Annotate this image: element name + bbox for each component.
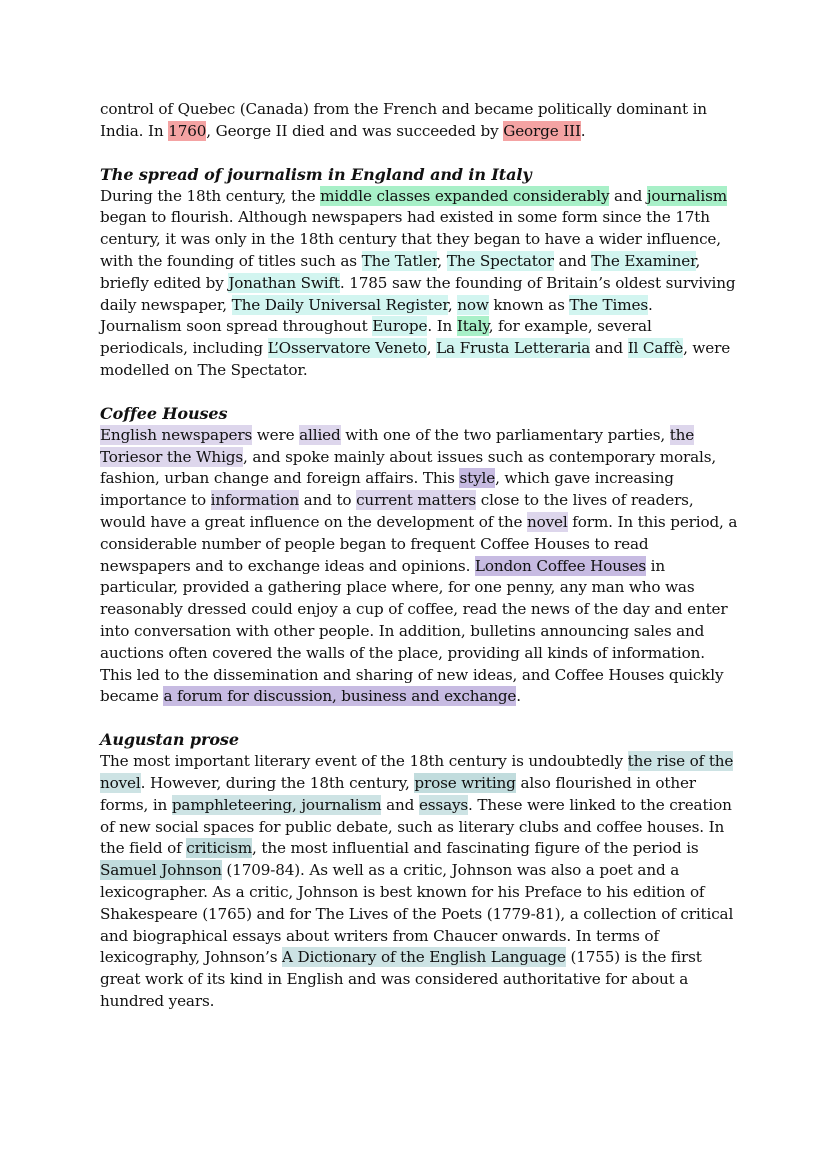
highlighted-text: The Examiner (591, 251, 696, 270)
body-text: and to (298, 491, 357, 510)
highlighted-text: now (457, 295, 489, 314)
highlighted-text: A Dictionary of the English Language (282, 948, 566, 967)
body-text: were (252, 425, 300, 444)
body-text: , which gave increasing importance to (100, 469, 674, 510)
highlighted-text: pamphleteering, journalism (171, 795, 382, 814)
highlighted-text: Jonathan Swift (228, 273, 340, 292)
section-heading: Augustan prose (100, 730, 239, 750)
highlighted-text: Samuel Johnson (100, 861, 222, 880)
highlighted-text: journalism (646, 186, 727, 205)
highlighted-text: allied (299, 425, 341, 444)
highlighted-text: The Daily Universal Register (231, 295, 448, 314)
highlighted-text: The Tatler (361, 251, 438, 270)
highlighted-text: prose writing (414, 773, 516, 792)
highlighted-text: style (459, 469, 496, 488)
body-text: , were modelled on The Spectator. (100, 339, 731, 379)
body-text: . However, during the 18th century, (140, 773, 415, 792)
section-heading: The spread of journalism in England and in Italy (100, 164, 532, 184)
intro-paragraph (100, 99, 738, 143)
body-text: form. In this period, a considerable number of people began to frequent Coffee Houses to read newspapers and to exchange ideas and opinions. (100, 512, 738, 575)
highlighted-text: novel (527, 512, 568, 531)
body-text: , briefly edited by (100, 251, 701, 292)
section-paragraph (100, 425, 738, 708)
highlighted-text: La Frusta Letteraria (436, 339, 591, 358)
highlighted-text: the Toriesor the Whigs (100, 425, 695, 466)
body-text: . (580, 121, 586, 140)
section-heading: Coffee Houses (100, 403, 228, 423)
body-text: , (447, 295, 458, 314)
highlighted-text: Italy (456, 317, 489, 336)
section-augustan-prose (100, 729, 738, 1013)
highlighted-text: George III (503, 121, 581, 140)
section-coffee-houses (100, 403, 738, 708)
highlighted-text: information (210, 491, 299, 510)
highlighted-text: English newspapers (100, 425, 253, 444)
body-text: , (437, 251, 447, 270)
body-text: . Journalism soon spread throughout (100, 295, 653, 336)
body-text: During the 18th century, the (100, 186, 321, 205)
body-text: , for example, several periodicals, including (100, 317, 652, 358)
highlighted-text: current matters (356, 491, 477, 510)
body-text: . (516, 687, 521, 706)
body-text: and (381, 795, 419, 814)
body-text: . 1785 saw the founding of Britain’s oldest surviving daily newspaper, (100, 273, 736, 314)
body-text: with one of the two parliamentary parties, (340, 425, 670, 444)
section-journalism (100, 164, 738, 382)
body-text: close to the lives of readers, would have a great influence on the development of the (100, 491, 694, 531)
body-text: and (590, 339, 628, 358)
body-text: and (609, 186, 647, 205)
highlighted-text: the rise of the novel (100, 752, 734, 792)
body-text: . In (427, 317, 457, 336)
body-text: also flourished in other forms, in (100, 773, 696, 814)
highlighted-text: London Coffee Houses (474, 556, 646, 575)
body-text: (1755) is the first great work of its kind in English and was considered authoritative for about a hundred years. (100, 948, 702, 1010)
body-text: . These were linked to the creation of new social spaces for public debate, such as literary clubs and coffee houses. In the field of (100, 795, 732, 858)
body-text: in particular, provided a gathering place where, for one penny, any man who was reasonably dressed could enjoy a cup of coffee, read the news of the day and enter into conversation with other people. In addition, bulletins announcing sales and auctions often covered the walls of the place, providing all kinds of information. This led to the dissemination and sharing of new ideas, and Coffee Houses quickly became (100, 556, 728, 706)
highlighted-text: a forum for discussion, business and exchange (163, 687, 517, 706)
highlighted-text: L’Osservatore Veneto (267, 339, 427, 358)
body-text: control of Quebec (Canada) from the French and became politically dominant in India. In (100, 100, 707, 140)
body-text: known as (488, 295, 570, 314)
body-text: , and spoke mainly about issues such as contemporary morals, fashion, urban change and foreign affairs. This (100, 447, 717, 488)
highlighted-text: Il Caffè (627, 339, 684, 358)
body-text: (1709-84). As well as a critic, Johnson was also a poet and a lexicographer. As a critic, Johnson is best known for his Preface to his edition of Shakespeare (1765) and for The Lives of the Poets (1779-81), a collection of critical and biographical essays about writers from Chaucer onwards. In terms of lexicography, Johnson’s (100, 861, 734, 967)
highlighted-text: criticism (186, 839, 253, 858)
body-text: , George II died and was succeeded by (206, 121, 504, 140)
body-text: began to flourish. Although newspapers had existed in some form since the 17th century, it was only in the 18th century that they began to have a wider influence, with the founding of titles such as (100, 208, 721, 270)
highlighted-text: essays (418, 795, 469, 814)
body-text: and (553, 251, 592, 270)
section-paragraph (100, 186, 738, 382)
body-text: , the most influential and fascinating figure of the period is (252, 839, 699, 858)
highlighted-text: The Spectator (446, 251, 554, 270)
highlighted-text: middle classes expanded considerably (320, 186, 610, 205)
section-paragraph (100, 751, 738, 1013)
highlighted-text: Europe (372, 317, 428, 336)
highlighted-text: The Times (569, 295, 648, 314)
body-text: , (426, 339, 437, 358)
highlighted-text: 1760 (168, 121, 207, 140)
body-text: The most important literary event of the 18th century is undoubtedly (100, 752, 628, 771)
